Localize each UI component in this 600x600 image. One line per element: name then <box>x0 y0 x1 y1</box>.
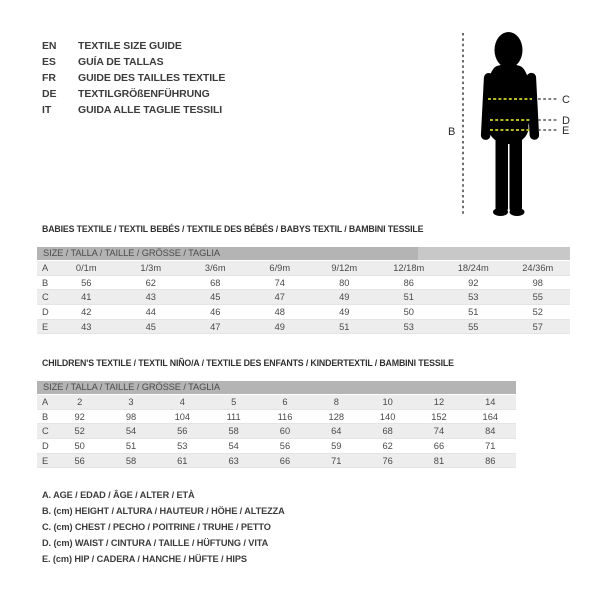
language-title: GUIDA ALLE TAGLIE TESSILI <box>78 104 223 116</box>
table-row <box>37 305 570 320</box>
legend-item: C. (cm) CHEST / PECHO / POITRINE / TRUHE / PETTO <box>42 522 271 532</box>
measurement-legend <box>42 487 285 567</box>
legend-item: A. AGE / EDAD / ÂGE / ALTER / ETÀ <box>42 490 195 500</box>
size-value-cell: 128 <box>311 409 362 424</box>
size-value-cell: 104 <box>157 409 208 424</box>
size-value-cell: 140 <box>362 409 413 424</box>
size-value-cell: 68 <box>362 424 413 439</box>
language-row <box>42 70 225 86</box>
figure-label-d: D <box>562 115 570 127</box>
row-label-cell: D <box>37 305 54 320</box>
table-row <box>37 439 516 454</box>
language-code: DE <box>42 88 57 100</box>
size-value-cell: 51 <box>377 290 442 305</box>
size-value-cell: 56 <box>54 453 105 468</box>
legend-item: D. (cm) WAIST / CINTURA / TAILLE / HÜFTUNG / VITA <box>42 538 269 548</box>
table-row <box>37 261 570 275</box>
table-row <box>37 319 570 334</box>
size-value-cell: 4 <box>157 395 208 409</box>
language-code: EN <box>42 40 57 52</box>
size-value-cell: 92 <box>54 409 105 424</box>
language-row <box>42 54 225 70</box>
children-table-title: CHILDREN'S TEXTILE / TEXTIL NIÑO/A / TEXTILE DES ENFANTS / KINDERTEXTIL / BAMBINI TESSILE <box>42 358 454 368</box>
babies-table-title: BABIES TEXTILE / TEXTIL BEBÉS / TEXTILE DES BÉBÉS / BABYS TEXTIL / BAMBINI TESSILE <box>42 224 424 234</box>
size-value-cell: 49 <box>312 290 377 305</box>
size-value-cell: 152 <box>413 409 464 424</box>
size-value-cell: 44 <box>119 305 184 320</box>
size-value-cell: 10 <box>362 395 413 409</box>
row-label-cell: E <box>37 453 54 468</box>
size-value-cell: 1/3m <box>119 261 184 275</box>
size-value-cell: 12 <box>413 395 464 409</box>
size-value-cell: 5 <box>208 395 259 409</box>
size-value-cell: 74 <box>248 275 313 290</box>
size-value-cell: 74 <box>413 424 464 439</box>
table-row <box>37 290 570 305</box>
figure-label-b: B <box>448 126 456 138</box>
legend-item: E. (cm) HIP / CADERA / HANCHE / HÜFTE / HIPS <box>42 554 247 564</box>
size-value-cell: 61 <box>157 453 208 468</box>
size-value-cell: 50 <box>377 305 442 320</box>
size-value-cell: 62 <box>119 275 184 290</box>
table-row <box>37 453 516 468</box>
size-value-cell: 64 <box>311 424 362 439</box>
row-label-cell: D <box>37 439 54 454</box>
size-value-cell: 63 <box>208 453 259 468</box>
size-value-cell: 12/18m <box>377 261 442 275</box>
size-value-cell: 45 <box>183 290 248 305</box>
language-title: TEXTILE SIZE GUIDE <box>78 40 182 52</box>
figure-label-c: C <box>562 94 570 106</box>
size-value-cell: 55 <box>506 290 571 305</box>
child-silhouette-figure <box>440 18 600 230</box>
size-value-cell: 71 <box>311 453 362 468</box>
row-label-cell: B <box>37 275 54 290</box>
table-row <box>37 275 570 290</box>
size-value-cell: 84 <box>465 424 516 439</box>
language-title: TEXTILGRÖßENFÜHRUNG <box>78 88 210 100</box>
size-value-cell: 58 <box>105 453 156 468</box>
size-value-cell: 47 <box>183 319 248 334</box>
language-title: GUIDE DES TAILLES TEXTILE <box>78 72 226 84</box>
children-size-header: SIZE / TALLA / TAILLE / GRÖSSE / TAGLIA <box>37 381 516 394</box>
size-value-cell: 116 <box>259 409 310 424</box>
size-value-cell: 53 <box>441 290 506 305</box>
size-value-cell: 86 <box>465 453 516 468</box>
size-value-cell: 98 <box>506 275 571 290</box>
size-value-cell: 24/36m <box>506 261 571 275</box>
table-row <box>37 395 516 409</box>
size-value-cell: 92 <box>441 275 506 290</box>
table-row <box>37 409 516 424</box>
row-label-cell: C <box>37 290 54 305</box>
language-code: FR <box>42 72 56 84</box>
size-value-cell: 47 <box>248 290 313 305</box>
size-value-cell: 54 <box>105 424 156 439</box>
size-value-cell: 2 <box>54 395 105 409</box>
size-value-cell: 60 <box>259 424 310 439</box>
row-label-cell: A <box>37 395 54 409</box>
language-row <box>42 86 225 102</box>
size-value-cell: 6 <box>259 395 310 409</box>
size-value-cell: 71 <box>465 439 516 454</box>
size-value-cell: 81 <box>413 453 464 468</box>
size-value-cell: 51 <box>441 305 506 320</box>
language-row <box>42 38 225 54</box>
size-value-cell: 58 <box>208 424 259 439</box>
size-value-cell: 53 <box>377 319 442 334</box>
language-code: ES <box>42 56 56 68</box>
size-value-cell: 45 <box>119 319 184 334</box>
size-value-cell: 52 <box>54 424 105 439</box>
size-value-cell: 50 <box>54 439 105 454</box>
size-value-cell: 164 <box>465 409 516 424</box>
size-value-cell: 6/9m <box>248 261 313 275</box>
table-row <box>37 424 516 439</box>
babies-table-grid <box>37 261 570 334</box>
row-label-cell: E <box>37 319 54 334</box>
size-value-cell: 14 <box>465 395 516 409</box>
size-value-cell: 62 <box>362 439 413 454</box>
size-value-cell: 80 <box>312 275 377 290</box>
size-value-cell: 46 <box>183 305 248 320</box>
size-value-cell: 56 <box>157 424 208 439</box>
size-value-cell: 43 <box>54 319 119 334</box>
children-table-grid <box>37 395 516 468</box>
child-silhouette <box>481 32 540 216</box>
size-value-cell: 76 <box>362 453 413 468</box>
figure-label-e: E <box>562 125 570 137</box>
size-value-cell: 3 <box>105 395 156 409</box>
size-value-cell: 9/12m <box>312 261 377 275</box>
size-value-cell: 86 <box>377 275 442 290</box>
size-value-cell: 111 <box>208 409 259 424</box>
babies-size-table <box>37 247 570 334</box>
size-value-cell: 56 <box>259 439 310 454</box>
size-value-cell: 54 <box>208 439 259 454</box>
babies-size-header: SIZE / TALLA / TAILLE / GRÖSSE / TAGLIA <box>37 247 570 260</box>
size-value-cell: 8 <box>311 395 362 409</box>
language-code: IT <box>42 104 52 116</box>
size-value-cell: 66 <box>259 453 310 468</box>
language-title: GUÍA DE TALLAS <box>78 56 164 68</box>
size-value-cell: 59 <box>311 439 362 454</box>
size-value-cell: 66 <box>413 439 464 454</box>
size-value-cell: 68 <box>183 275 248 290</box>
row-label-cell: A <box>37 261 54 275</box>
size-value-cell: 52 <box>506 305 571 320</box>
size-value-cell: 55 <box>441 319 506 334</box>
size-value-cell: 49 <box>312 305 377 320</box>
size-value-cell: 18/24m <box>441 261 506 275</box>
size-value-cell: 42 <box>54 305 119 320</box>
row-label-cell: B <box>37 409 54 424</box>
legend-item: B. (cm) HEIGHT / ALTURA / HAUTEUR / HÖHE / ALTEZZA <box>42 506 285 516</box>
size-value-cell: 3/6m <box>183 261 248 275</box>
size-value-cell: 0/1m <box>54 261 119 275</box>
size-value-cell: 57 <box>506 319 571 334</box>
size-value-cell: 48 <box>248 305 313 320</box>
size-value-cell: 51 <box>312 319 377 334</box>
size-value-cell: 98 <box>105 409 156 424</box>
size-value-cell: 56 <box>54 275 119 290</box>
row-label-cell: C <box>37 424 54 439</box>
children-size-table <box>37 381 516 468</box>
size-value-cell: 53 <box>157 439 208 454</box>
size-value-cell: 41 <box>54 290 119 305</box>
language-list <box>42 38 225 118</box>
size-value-cell: 43 <box>119 290 184 305</box>
language-row <box>42 102 225 118</box>
size-value-cell: 49 <box>248 319 313 334</box>
size-value-cell: 51 <box>105 439 156 454</box>
